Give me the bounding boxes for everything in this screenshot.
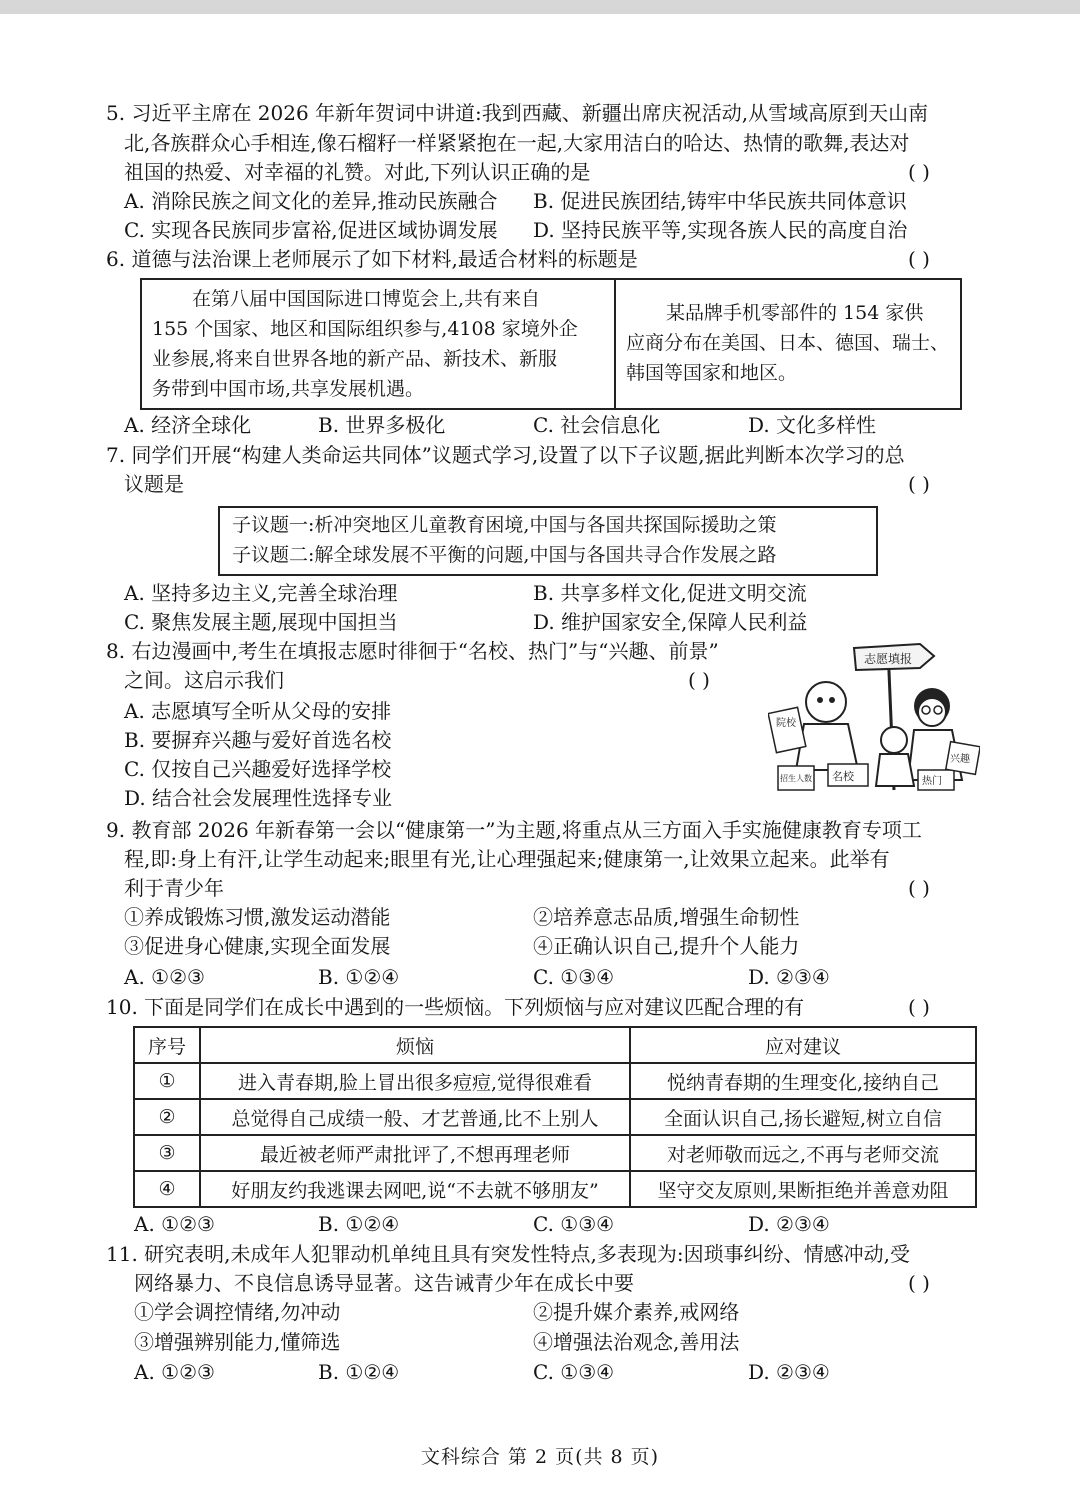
q6-stem: 6. 道德与法治课上老师展示了如下材料,最适合材料的标题是: [106, 247, 638, 271]
q9-answer-paren: ( ): [908, 876, 930, 900]
q8-stem-line-2: 之间。这启示我们: [124, 668, 284, 692]
q9-item-1: ①养成锻炼习惯,激发运动潜能: [124, 905, 391, 929]
q8-option-d: D. 结合社会发展理性选择专业: [124, 786, 393, 810]
q10-option-a: A. ①②③: [134, 1212, 215, 1236]
q6-right-line-1: 某品牌手机零部件的 154 家供: [666, 302, 924, 324]
paper-left: [768, 707, 806, 752]
q6-option-b: B. 世界多极化: [318, 413, 446, 437]
q11-option-d: D. ②③④: [748, 1360, 830, 1384]
paper-hot-text: 热门: [922, 776, 942, 787]
q6-left-material: [152, 284, 578, 404]
page-footer: 文科综合 第 2 页(共 8 页): [420, 1446, 660, 1468]
row-4-advice: 坚守交友原则,果断拒绝并善意劝阻: [630, 1171, 976, 1207]
q7-subtopic-2: 子议题二:解全球发展不平衡的问题,中国与各国共寻合作发展之路: [232, 544, 777, 566]
q7-answer-paren: ( ): [908, 472, 930, 496]
q8-option-a: A. 志愿填写全听从父母的安排: [124, 699, 392, 723]
q6-material-box: [140, 278, 962, 410]
q6-answer-paren: ( ): [908, 247, 930, 271]
q11-option-b: B. ①②④: [318, 1360, 400, 1384]
student-head: [881, 727, 907, 753]
row-3-index: ③: [134, 1135, 200, 1171]
q5-stem-line-3: 祖国的热爱、对幸福的礼赞。对此,下列认识正确的是: [124, 160, 591, 184]
father-eye-left: [817, 697, 823, 703]
q10-option-b: B. ①②④: [318, 1212, 400, 1236]
q5-stem-line-1: 5. 习近平主席在 2026 年新年贺词中讲道:我到西藏、新疆出席庆祝活动,从雪域高原到天山南: [106, 101, 929, 125]
row-3-worry: 最近被老师严肃批评了,不想再理老师: [200, 1135, 630, 1171]
q6-box-divider: [614, 280, 616, 408]
q11-item-1: ①学会调控情绪,勿冲动: [134, 1300, 341, 1324]
q5-option-a: A. 消除民族之间文化的差异,推动民族融合: [124, 189, 498, 213]
q9-stem-line-2: 程,即:身上有汗,让学生动起来;眼里有光,让心理强起来;健康第一,让效果立起来。此举有: [124, 847, 890, 871]
row-3-advice: 对老师敬而远之,不再与老师交流: [630, 1135, 976, 1171]
q8-option-c: C. 仅按自己兴趣爱好选择学校: [124, 757, 392, 781]
father-eye-right: [829, 697, 835, 703]
q6-option-c: C. 社会信息化: [533, 413, 661, 437]
q11-option-a: A. ①②③: [134, 1360, 215, 1384]
q11-item-2: ②提升媒介素养,戒网络: [533, 1300, 740, 1324]
q6-left-line-4: 务带到中国市场,共享发展机遇。: [152, 378, 425, 400]
q6-right-material: [626, 298, 949, 388]
q9-option-c: C. ①③④: [533, 965, 615, 989]
table-header-row: [134, 1027, 976, 1063]
q7-option-a: A. 坚持多边主义,完善全球治理: [124, 581, 398, 605]
q6-left-line-1: 在第八届中国国际进口博览会上,共有来自: [192, 288, 541, 310]
row-2-advice: 全面认识自己,扬长避短,树立自信: [630, 1099, 976, 1135]
q9-stem-line-1: 9. 教育部 2026 年新春第一会以“健康第一”为主题,将重点从三方面入手实施健康教育专项工: [106, 818, 922, 842]
q10-option-c: C. ①③④: [533, 1212, 615, 1236]
volunteer-filling-cartoon: [768, 640, 980, 792]
q8-option-b: B. 要摒弃兴趣与爱好首选名校: [124, 728, 392, 752]
q6-option-d: D. 文化多样性: [748, 413, 877, 437]
q11-stem-line-2: 网络暴力、不良信息诱导显著。这告诫青少年在成长中要: [134, 1271, 634, 1295]
q6-option-a: A. 经济全球化: [124, 413, 252, 437]
signpost-text: 志愿填报: [864, 652, 913, 666]
q10-table: [133, 1026, 977, 1208]
q8-stem-line-1: 8. 右边漫画中,考生在填报志愿时徘徊于“名校、热门”与“兴趣、前景”: [106, 639, 719, 663]
q10-answer-paren: ( ): [908, 995, 930, 1019]
q9-option-a: A. ①②③: [124, 965, 205, 989]
header-advice: 应对建议: [630, 1027, 976, 1063]
q7-stem-line-1: 7. 同学们开展“构建人类命运共同体”议题式学习,设置了以下子议题,据此判断本次学习的总: [106, 443, 905, 467]
header-worry: 烦恼: [200, 1027, 630, 1063]
q5-option-d: D. 坚持民族平等,实现各族人民的高度自治: [533, 218, 908, 242]
q5-option-c: C. 实现各民族同步富裕,促进区域协调发展: [124, 218, 498, 242]
q11-answer-paren: ( ): [908, 1271, 930, 1295]
row-2-worry: 总觉得自己成绩一般、才艺普通,比不上别人: [200, 1099, 630, 1135]
q5-option-b: B. 促进民族团结,铸牢中华民族共同体意识: [533, 189, 907, 213]
q6-right-line-3: 韩国等国家和地区。: [626, 362, 798, 384]
q11-stem-line-1: 11. 研究表明,未成年人犯罪动机单纯且具有突发性特点,多表现为:因琐事纠纷、情感冲动,受: [106, 1242, 910, 1266]
paper-interest-text: 兴趣: [950, 754, 970, 765]
row-4-worry: 好朋友约我逃课去网吧,说“不去就不够朋友”: [200, 1171, 630, 1207]
q7-option-b: B. 共享多样文化,促进文明交流: [533, 581, 807, 605]
table-row: [134, 1135, 976, 1171]
q8-answer-paren: ( ): [688, 668, 710, 692]
q7-option-c: C. 聚焦发展主题,展现中国担当: [124, 610, 398, 634]
father-head: [806, 682, 846, 722]
q10-stem: 10. 下面是同学们在成长中遇到的一些烦恼。下列烦恼与应对建议匹配合理的有: [106, 995, 805, 1019]
q9-option-d: D. ②③④: [748, 965, 830, 989]
row-1-advice: 悦纳青春期的生理变化,接纳自己: [630, 1063, 976, 1099]
paper-left-text: 院校: [776, 718, 796, 729]
q7-option-d: D. 维护国家安全,保障人民利益: [533, 610, 808, 634]
row-4-index: ④: [134, 1171, 200, 1207]
header-index: 序号: [134, 1027, 200, 1063]
q9-item-3: ③促进身心健康,实现全面发展: [124, 934, 391, 958]
student-body: [876, 754, 914, 786]
q6-left-line-3: 业参展,将来自世界各地的新产品、新技术、新服: [152, 348, 558, 370]
paper-recruit-text: 招生人数: [780, 774, 812, 783]
q5-stem-line-2: 北,各族群众心手相连,像石榴籽一样紧紧抱在一起,大家用洁白的哈达、热情的歌舞,表达对: [124, 131, 910, 155]
q9-item-2: ②培养意志品质,增强生命韧性: [533, 905, 800, 929]
q11-item-4: ④增强法治观念,善用法: [533, 1330, 740, 1354]
q9-item-4: ④正确认识自己,提升个人能力: [533, 934, 800, 958]
row-2-index: ②: [134, 1099, 200, 1135]
q9-stem-line-3: 利于青少年: [124, 876, 224, 900]
q7-subtopic-box: [218, 506, 878, 576]
table-row: [134, 1099, 976, 1135]
q7-stem-line-2: 议题是: [124, 472, 184, 496]
table-row: [134, 1171, 976, 1207]
q6-right-line-2: 应商分布在美国、日本、德国、瑞士、: [626, 332, 950, 354]
q9-option-b: B. ①②④: [318, 965, 400, 989]
row-1-index: ①: [134, 1063, 200, 1099]
q10-option-d: D. ②③④: [748, 1212, 830, 1236]
q11-item-3: ③增强辨别能力,懂筛选: [134, 1330, 341, 1354]
q7-subtopic-1: 子议题一:析冲突地区儿童教育困境,中国与各国共探国际援助之策: [232, 514, 777, 536]
q6-left-line-2: 155 个国家、地区和国际组织参与,4108 家境外企: [152, 318, 578, 340]
table-row: [134, 1063, 976, 1099]
q11-option-c: C. ①③④: [533, 1360, 615, 1384]
paper-mingxiao-text: 名校: [832, 770, 854, 783]
q5-answer-paren: ( ): [908, 160, 930, 184]
row-1-worry: 进入青春期,脸上冒出很多痘痘,觉得很难看: [200, 1063, 630, 1099]
